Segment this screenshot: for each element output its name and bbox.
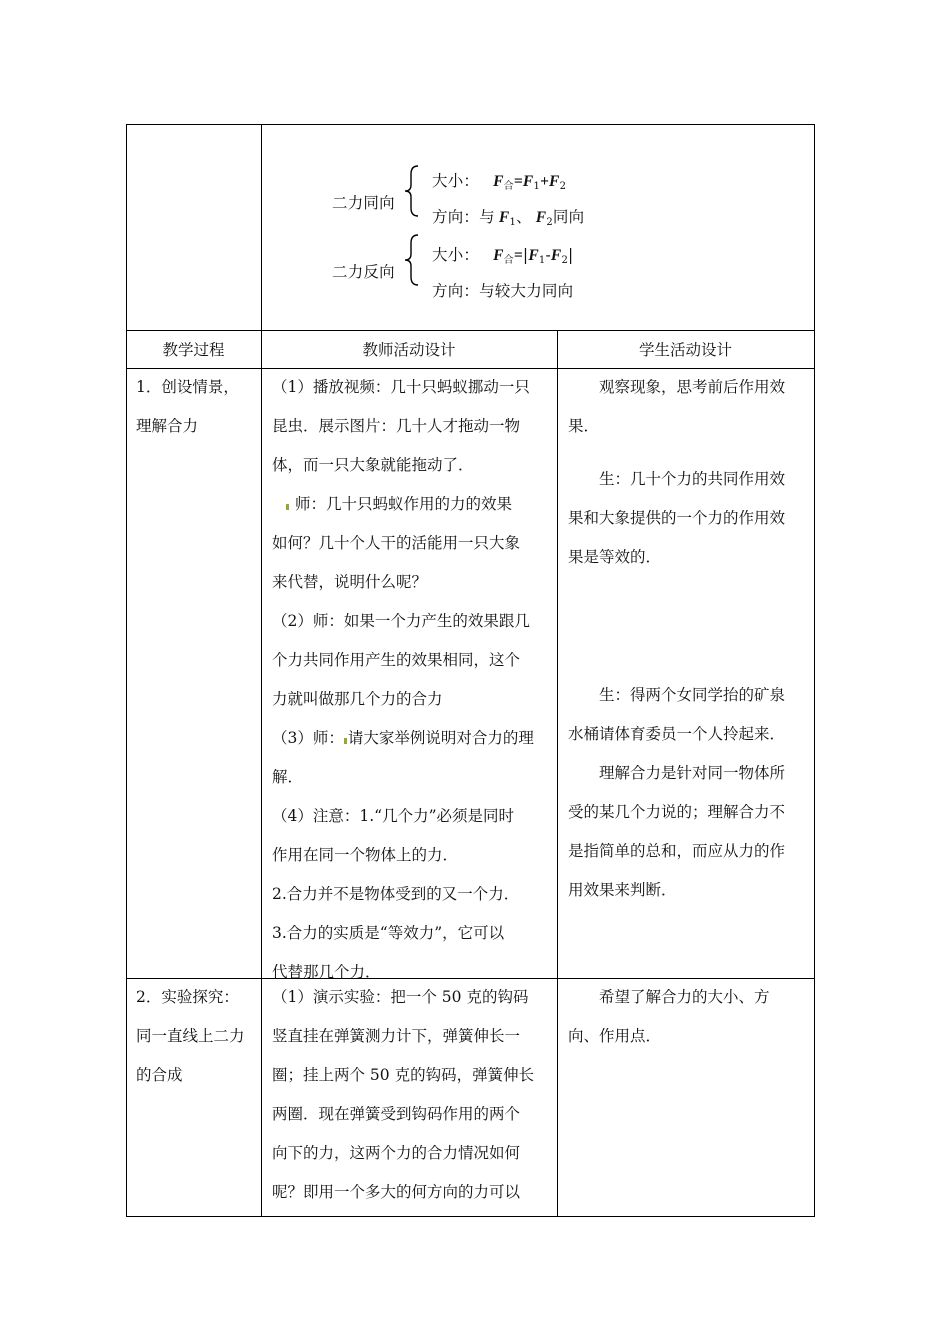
student-line: 果和大象提供的一个力的作用效 — [568, 509, 786, 527]
brace-same-direction — [404, 165, 420, 217]
teacher-line-text: 师：几十只蚂蚁作用的力的效果 — [295, 495, 513, 513]
teacher-line-with-mark — [272, 485, 554, 524]
opp-size-label: 大小： — [432, 246, 480, 264]
row2-process-line: 2．实验探究： — [136, 988, 239, 1006]
teacher-line: （2）师：如果一个力产生的效果跟几 — [272, 612, 530, 630]
teacher-line: （4）注意：1.“几个力”必须是同时 — [272, 807, 514, 825]
same-size-sub: 合 — [503, 181, 514, 192]
table-right-border — [814, 124, 815, 1217]
row2-process-cell — [136, 978, 256, 1095]
row2-process-line: 同一直线上二力 — [136, 1027, 245, 1045]
student-line: 观察现象，思考前后作用效 — [599, 378, 786, 396]
row2-student-cell — [568, 978, 810, 1056]
teacher-line: 3.合力的实质是“等效力”，它可以 — [272, 924, 505, 942]
teacher-line: 呢？即用一个多大的何方向的力可以 — [272, 1183, 521, 1201]
green-mark-icon — [344, 738, 347, 744]
student-line: 是指简单的总和，而应从力的作 — [568, 842, 786, 860]
header-student-activity: 学生活动设计 — [638, 341, 732, 359]
column-divider-1 — [261, 124, 262, 1217]
teacher-line: 体，而一只大象就能拖动了． — [272, 456, 474, 474]
opp-size-line: 大小： $F_合=|F_1-F_2|$ — [432, 246, 574, 266]
teacher-line: 解． — [272, 768, 304, 786]
header-teacher-activity: 教师活动设计 — [362, 341, 456, 359]
student-line: 理解合力是针对同一物体所 — [599, 764, 786, 782]
row1-teacher-cell — [272, 368, 554, 992]
teacher-line: 圈；挂上两个 50 克的钩码，弹簧伸长 — [272, 1066, 535, 1084]
header-teaching-process: 教学过程 — [162, 341, 225, 359]
teacher-line: 2.合力并不是物体受到的又一个力． — [272, 885, 520, 903]
student-line: 向、作用点． — [568, 1027, 662, 1045]
teacher-line-with-mark — [272, 719, 554, 758]
opposite-direction-label: 二力反向 — [332, 263, 395, 281]
row2-process-line: 的合成 — [136, 1066, 183, 1084]
table-top-border — [126, 124, 815, 125]
student-line: 用效果来判断． — [568, 881, 677, 899]
student-line: 水桶请体育委员一个人拎起来． — [568, 725, 786, 743]
table-bottom-border — [126, 1216, 815, 1217]
teacher-line: 代替那几个力． — [272, 963, 381, 981]
teacher-line: 竖直挂在弹簧测力计下，弹簧伸长一 — [272, 1027, 521, 1045]
summary-row-bottom-border — [126, 330, 815, 331]
same-size-line: 大小： $F_合=F_1+F_2$ — [432, 172, 567, 192]
teacher-line-text: 请大家举例说明对合力的理 — [347, 729, 534, 747]
opp-dir-line: 方向：与较大力同向 — [432, 282, 574, 300]
student-line: 生：得两个女同学抬的矿泉 — [599, 686, 786, 704]
same-direction-label: 二力同向 — [332, 194, 395, 212]
column-divider-2 — [557, 330, 558, 1217]
student-line: 受的某几个力说的；理解合力不 — [568, 803, 786, 821]
same-dir-suffix: 同向 — [552, 208, 585, 226]
teacher-line-text: （3）师： — [272, 729, 344, 747]
student-line: 希望了解合力的大小、方 — [599, 988, 770, 1006]
teacher-line: 来代替，说明什么呢？ — [272, 573, 428, 591]
teacher-line: （1）播放视频：几十只蚂蚁挪动一只 — [272, 378, 530, 396]
same-dir-line: 方向：与 $F_1$、 $F_2$同向 — [432, 208, 585, 228]
teacher-line: 作用在同一个物体上的力． — [272, 846, 459, 864]
green-mark-icon — [286, 504, 289, 510]
student-line: 果是等效的． — [568, 548, 662, 566]
teacher-line: 个力共同作用产生的效果相同，这个 — [272, 651, 521, 669]
teacher-line: 力就叫做那几个力的合力 — [272, 690, 443, 708]
teacher-line: 如何？几十个人干的活能用一只大象 — [272, 534, 521, 552]
teacher-line: 昆虫．展示图片：几十人才拖动一物 — [272, 417, 521, 435]
brace-opposite-direction — [404, 234, 420, 286]
student-line: 果． — [568, 417, 600, 435]
row1-process-line: 理解合力 — [136, 417, 199, 435]
teacher-line: 向下的力，这两个力的合力情况如何 — [272, 1144, 521, 1162]
row1-student-cell — [568, 368, 810, 910]
row2-teacher-cell — [272, 978, 554, 1212]
table-left-border — [126, 124, 127, 1217]
student-line: 生：几十个力的共同作用效 — [599, 470, 786, 488]
row1-process-cell — [136, 368, 256, 446]
row1-process-line: 1．创设情景， — [136, 378, 239, 396]
teacher-line: 两圈．现在弹簧受到钩码作用的两个 — [272, 1105, 521, 1123]
same-dir-prefix: 方向：与 — [432, 208, 495, 226]
teacher-line: （1）演示实验：把一个 50 克的钩码 — [272, 988, 529, 1006]
same-dir-mid: 、 — [516, 208, 532, 226]
same-size-label: 大小： — [432, 172, 480, 190]
